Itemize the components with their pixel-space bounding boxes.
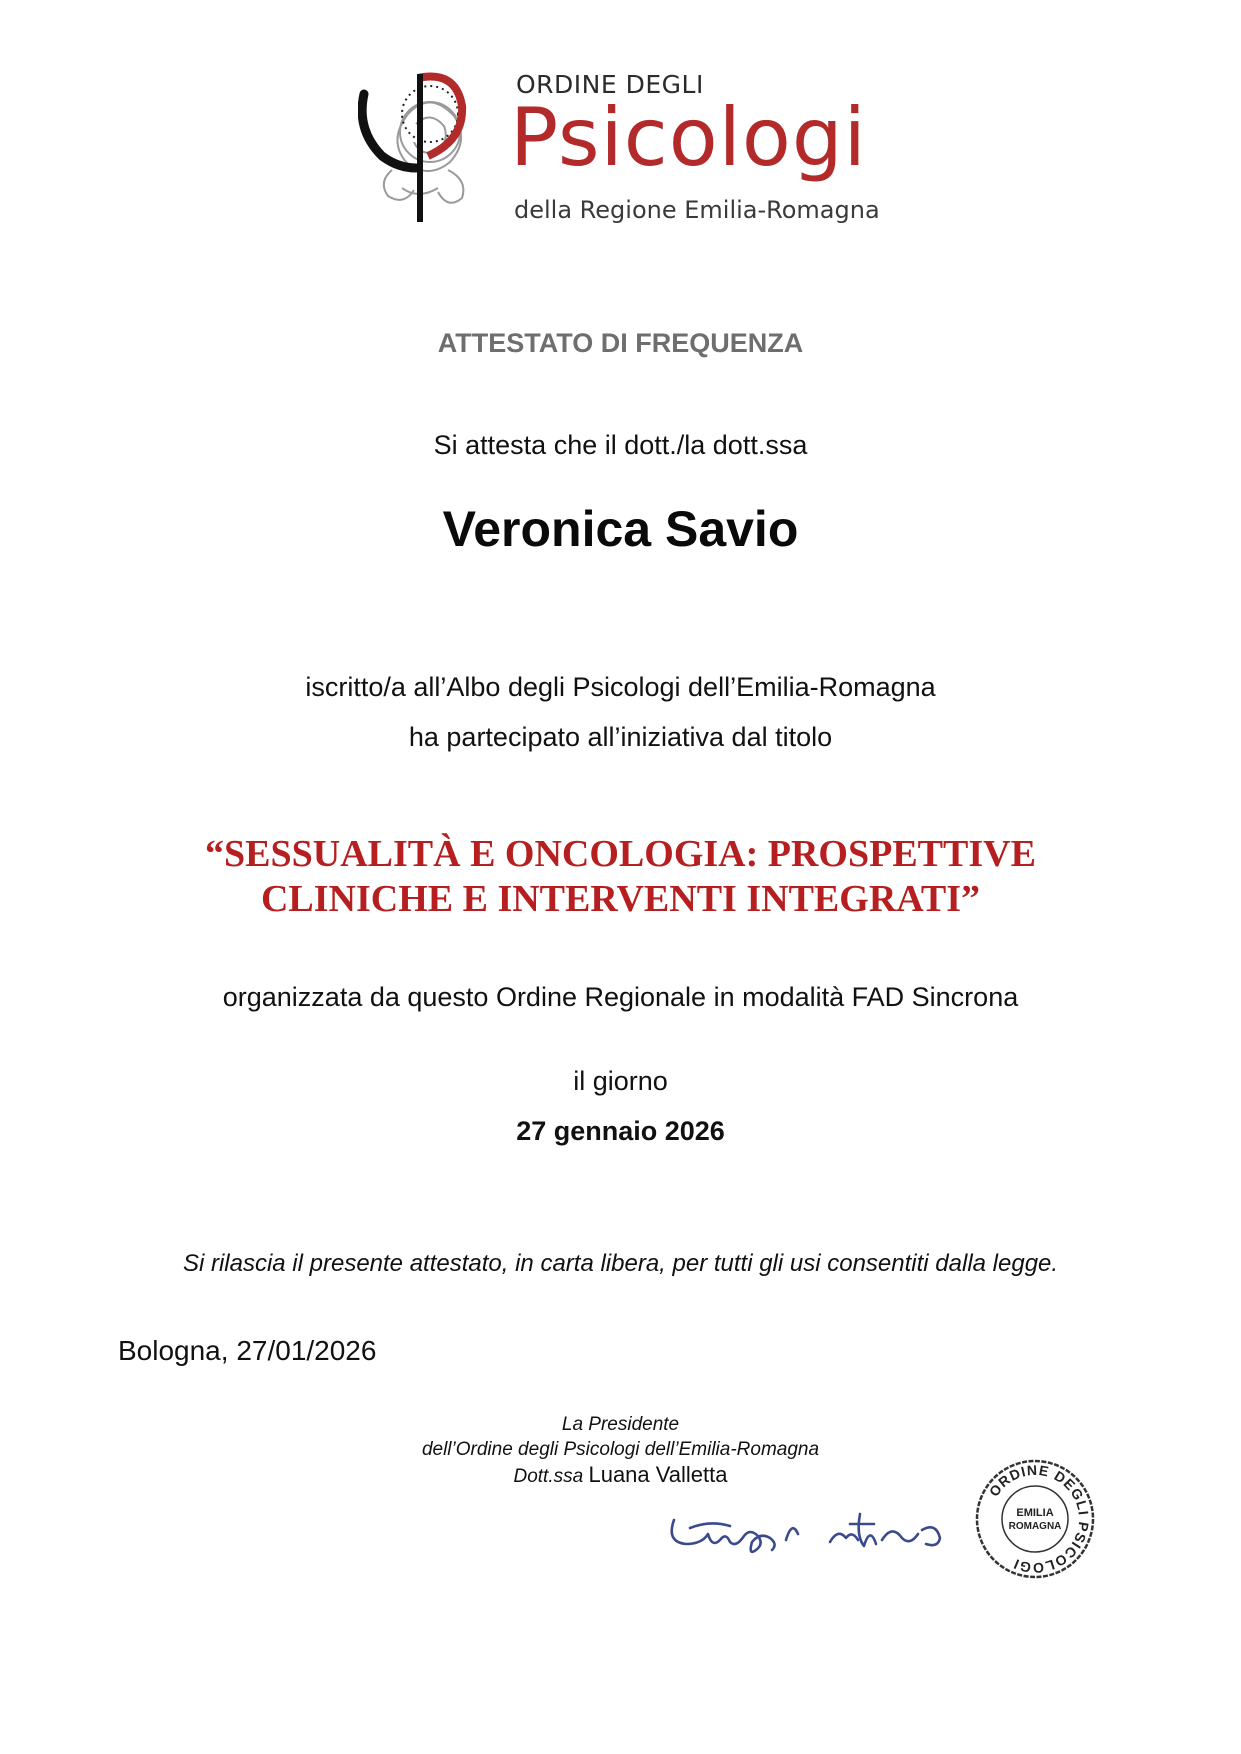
recipient-name: Veronica Savio bbox=[442, 501, 799, 557]
organizer-text: organizzata da questo Ordine Regionale in modalità FAD Sincrona bbox=[222, 982, 1019, 1012]
event-date: 27 gennaio 2026 bbox=[516, 1116, 725, 1146]
official-stamp-icon bbox=[974, 1458, 1096, 1580]
event-title bbox=[0, 832, 1241, 922]
logo-text-regione: della Regione Emilia-Romagna bbox=[514, 196, 880, 224]
handwritten-signature-icon bbox=[660, 1490, 960, 1566]
albo-text: iscritto/a all’Albo degli Psicologi dell’Emilia-Romagna bbox=[305, 672, 936, 702]
place-and-date: Bologna, 27/01/2026 bbox=[118, 1335, 377, 1366]
stamp-center-line2: ROMAGNA bbox=[1008, 1521, 1062, 1532]
logo-text-ordine: ORDINE DEGLI bbox=[516, 70, 704, 99]
certificate-heading: ATTESTATO DI FREQUENZA bbox=[437, 328, 804, 358]
participation-text: ha partecipato all’iniziativa dal titolo bbox=[408, 722, 833, 752]
signatory-title: Dott.ssa bbox=[513, 1466, 584, 1487]
intro-text: Si attesta che il dott./la dott.ssa bbox=[433, 430, 808, 460]
day-label: il giorno bbox=[573, 1066, 668, 1096]
event-title-line1: “SESSUALITÀ E ONCOLOGIA: PROSPETTIVE bbox=[205, 833, 1036, 875]
stamp-ring-text: ORDINE DEGLI PSICOLOGI bbox=[985, 1461, 1093, 1577]
psi-rose-logo-icon bbox=[358, 70, 488, 230]
logo-text-psicologi: Psicologi bbox=[510, 91, 867, 184]
signatory-name: Luana Valletta bbox=[588, 1462, 728, 1487]
disclaimer-text: Si rilascia il presente attestato, in carta libera, per tutti gli usi consentiti dalla legge. bbox=[182, 1250, 1059, 1277]
signatory-role: La Presidente bbox=[561, 1414, 680, 1435]
event-title-line2: CLINICHE E INTERVENTI INTEGRATI” bbox=[260, 878, 981, 920]
stamp-center-line1: EMILIA bbox=[1016, 1507, 1054, 1519]
signatory-org: dell’Ordine degli Psicologi dell’Emilia-Romagna bbox=[421, 1439, 820, 1460]
